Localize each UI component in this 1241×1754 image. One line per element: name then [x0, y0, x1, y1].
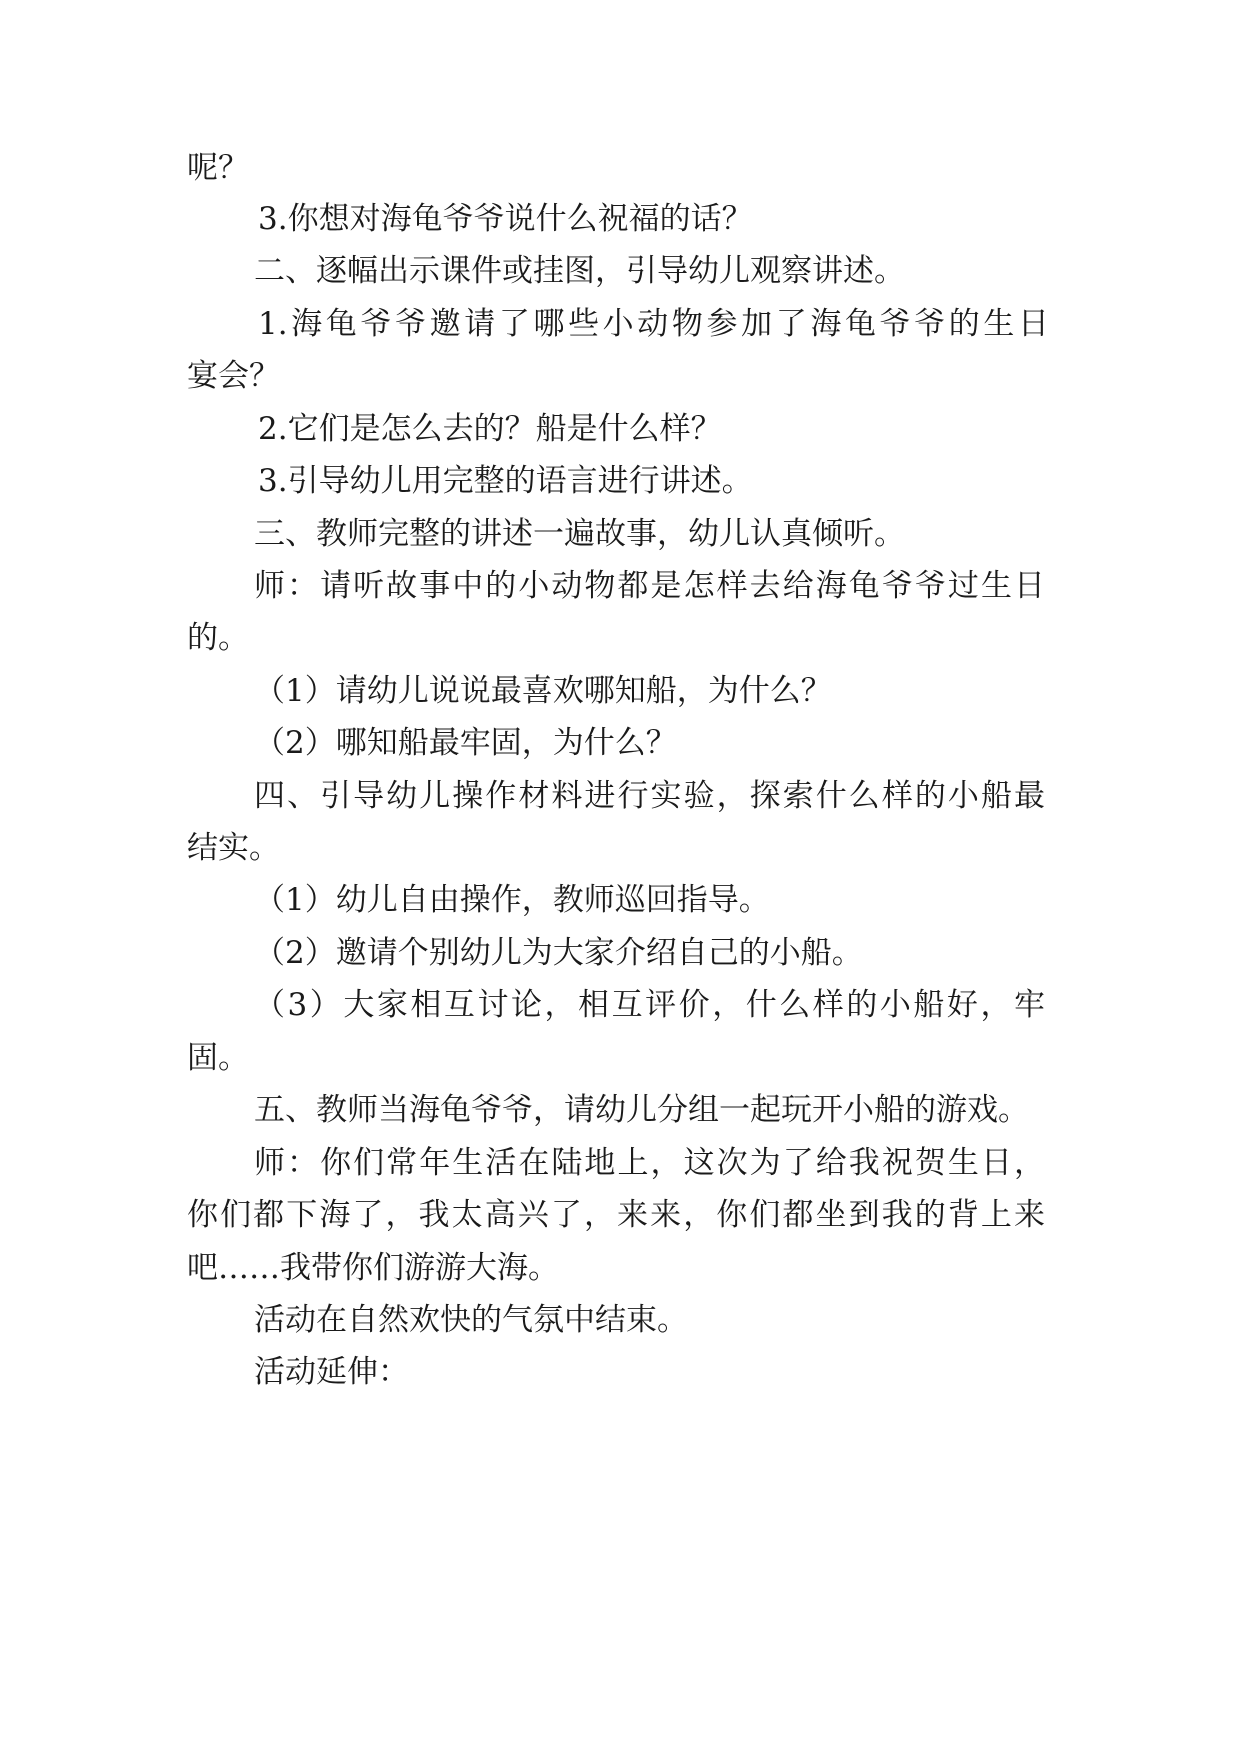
text-line: 1.海龟爷爷邀请了哪些小动物参加了海龟爷爷的生日 — [258, 306, 1049, 342]
text-line: 固。 — [187, 1040, 249, 1076]
text-line: 宴会？ — [187, 358, 280, 394]
text-line: （1）幼儿自由操作，教师巡回指导。 — [254, 882, 770, 918]
text-line: 五、教师当海龟爷爷，请幼儿分组一起玩开小船的游戏。 — [254, 1092, 1029, 1128]
text-line: 2.它们是怎么去的？船是什么样？ — [258, 411, 722, 447]
text-line: 的。 — [187, 620, 249, 656]
text-line: 师：请听故事中的小动物都是怎样去给海龟爷爷过生日 — [254, 568, 1045, 604]
text-line: 吧……我带你们游游大海。 — [187, 1250, 559, 1286]
text-line: （1）请幼儿说说最喜欢哪知船，为什么？ — [254, 673, 832, 709]
text-line: 三、教师完整的讲述一遍故事，幼儿认真倾听。 — [254, 516, 905, 552]
text-line: （2）邀请个别幼儿为大家介绍自己的小船。 — [254, 935, 863, 971]
text-line: 结实。 — [187, 830, 280, 866]
text-line: 你们都下海了，我太高兴了，来来，你们都坐到我的背上来 — [187, 1197, 1045, 1233]
text-line: 二、逐幅出示课件或挂图，引导幼儿观察讲述。 — [254, 253, 905, 289]
text-line: 活动延伸： — [254, 1354, 409, 1390]
text-line: 师：你们常年生活在陆地上，这次为了给我祝贺生日， — [254, 1145, 1045, 1181]
text-line: （3）大家相互讨论，相互评价，什么样的小船好，牢 — [254, 987, 1045, 1023]
text-line: 3.你想对海龟爷爷说什么祝福的话？ — [258, 201, 753, 237]
text-line: 呢？ — [187, 150, 249, 186]
text-line: 四、引导幼儿操作材料进行实验，探索什么样的小船最 — [254, 778, 1045, 814]
text-line: （2）哪知船最牢固，为什么？ — [254, 725, 677, 761]
text-line: 3.引导幼儿用完整的语言进行讲述。 — [258, 463, 753, 499]
text-line: 活动在自然欢快的气氛中结束。 — [254, 1302, 688, 1338]
